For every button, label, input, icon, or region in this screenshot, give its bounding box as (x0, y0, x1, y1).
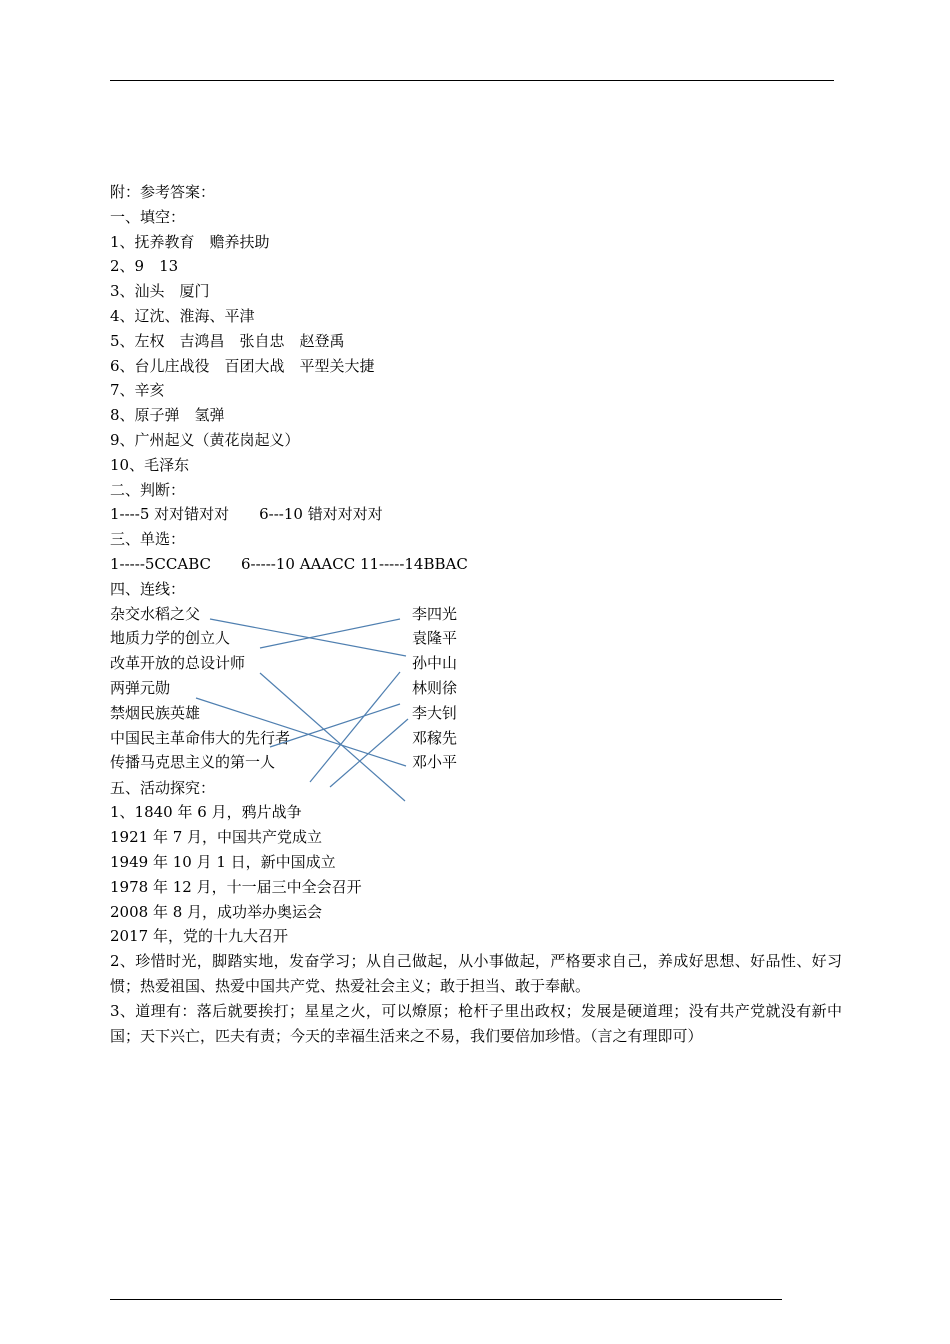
footer-rule (110, 1299, 782, 1300)
matching-exercise (110, 602, 842, 776)
matching-right-item: 孙中山 (412, 654, 458, 673)
section-title-activity: 五、活动探究： (110, 778, 216, 797)
matching-left-item: 禁烟民族英雄 (110, 703, 201, 722)
matching-right-item: 李四光 (412, 604, 458, 623)
true-false-answer: 1----5 对对错对对 6---10 错对对对对 (110, 505, 383, 524)
fill-blank-item: 7、辛亥 (110, 381, 165, 400)
activity-item: 1949 年 10 月 1 日，新中国成立 (110, 852, 336, 871)
activity-item: 1921 年 7 月，中国共产党成立 (110, 828, 323, 847)
activity-item: 1、1840 年 6 月，鸦片战争 (110, 803, 302, 822)
fill-blank-item: 4、辽沈、淮海、平津 (110, 306, 255, 325)
matching-right-item: 邓稼先 (412, 728, 458, 747)
matching-left-item: 中国民主革命伟大的先行者 (110, 728, 291, 747)
section-title-matching: 四、连线： (110, 579, 186, 598)
fill-blank-item: 3、汕头 厦门 (110, 282, 210, 301)
matching-right-item: 邓小平 (412, 753, 458, 772)
matching-right-item: 林则徐 (412, 678, 458, 697)
header-rule (110, 80, 834, 81)
fill-blank-item: 6、台儿庄战役 百团大战 平型关大捷 (110, 356, 375, 375)
activity-paragraph: 2、珍惜时光，脚踏实地，发奋学习；从自己做起，从小事做起，严格要求自己，养成好思想、好品性、好习惯；热爱祖国、热爱中国共产党、热爱社会主义；敢于担当、敢于奉献。 (110, 952, 842, 995)
section-title-fill-blank: 一、填空： (110, 207, 186, 226)
matching-lines (110, 602, 470, 802)
matching-left-item: 改革开放的总设计师 (110, 654, 246, 673)
matching-left-item: 杂交水稻之父 (110, 604, 201, 623)
activity-paragraph: 3、道理有：落后就要挨打；星星之火，可以燎原；枪杆子里出政权；发展是硬道理；没有共产党就没有新中国；天下兴亡，匹夫有责；今天的幸福生活来之不易，我们要倍加珍惜。（言之有理即可） (110, 1001, 842, 1045)
fill-blank-item: 9、广州起义（黄花岗起义） (110, 430, 300, 449)
fill-blank-item: 5、左权 吉鸿昌 张自忠 赵登禹 (110, 331, 345, 350)
matching-right-item: 李大钊 (412, 703, 458, 722)
fill-blank-item: 10、毛泽东 (110, 455, 190, 474)
section-title-single-choice: 三、单选： (110, 530, 186, 549)
fill-blank-item: 8、原子弹 氢弹 (110, 406, 225, 425)
matching-left-item: 传播马克思主义的第一人 (110, 753, 276, 772)
matching-line (270, 704, 400, 747)
single-choice-answer: 1-----5CCABC 6-----10 AAACC 11-----14BBAC (110, 554, 468, 573)
section-title-true-false: 二、判断： (110, 480, 186, 499)
fill-blank-item: 1、抚养教育 赡养扶助 (110, 232, 270, 251)
matching-line (260, 619, 400, 648)
activity-item: 2017 年，党的十九大召开 (110, 927, 288, 946)
matching-line (330, 719, 408, 787)
answer-heading: 附：参考答案： (110, 183, 216, 201)
matching-right-item: 袁隆平 (412, 629, 458, 648)
answer-key (110, 180, 842, 1048)
matching-left-item: 地质力学的创立人 (110, 629, 231, 648)
matching-left-item: 两弹元勋 (110, 678, 171, 697)
matching-line (196, 698, 406, 766)
activity-item: 1978 年 12 月，十一届三中全会召开 (110, 877, 362, 896)
fill-blank-item: 2、9 13 (110, 257, 179, 276)
activity-item: 2008 年 8 月，成功举办奥运会 (110, 902, 323, 921)
